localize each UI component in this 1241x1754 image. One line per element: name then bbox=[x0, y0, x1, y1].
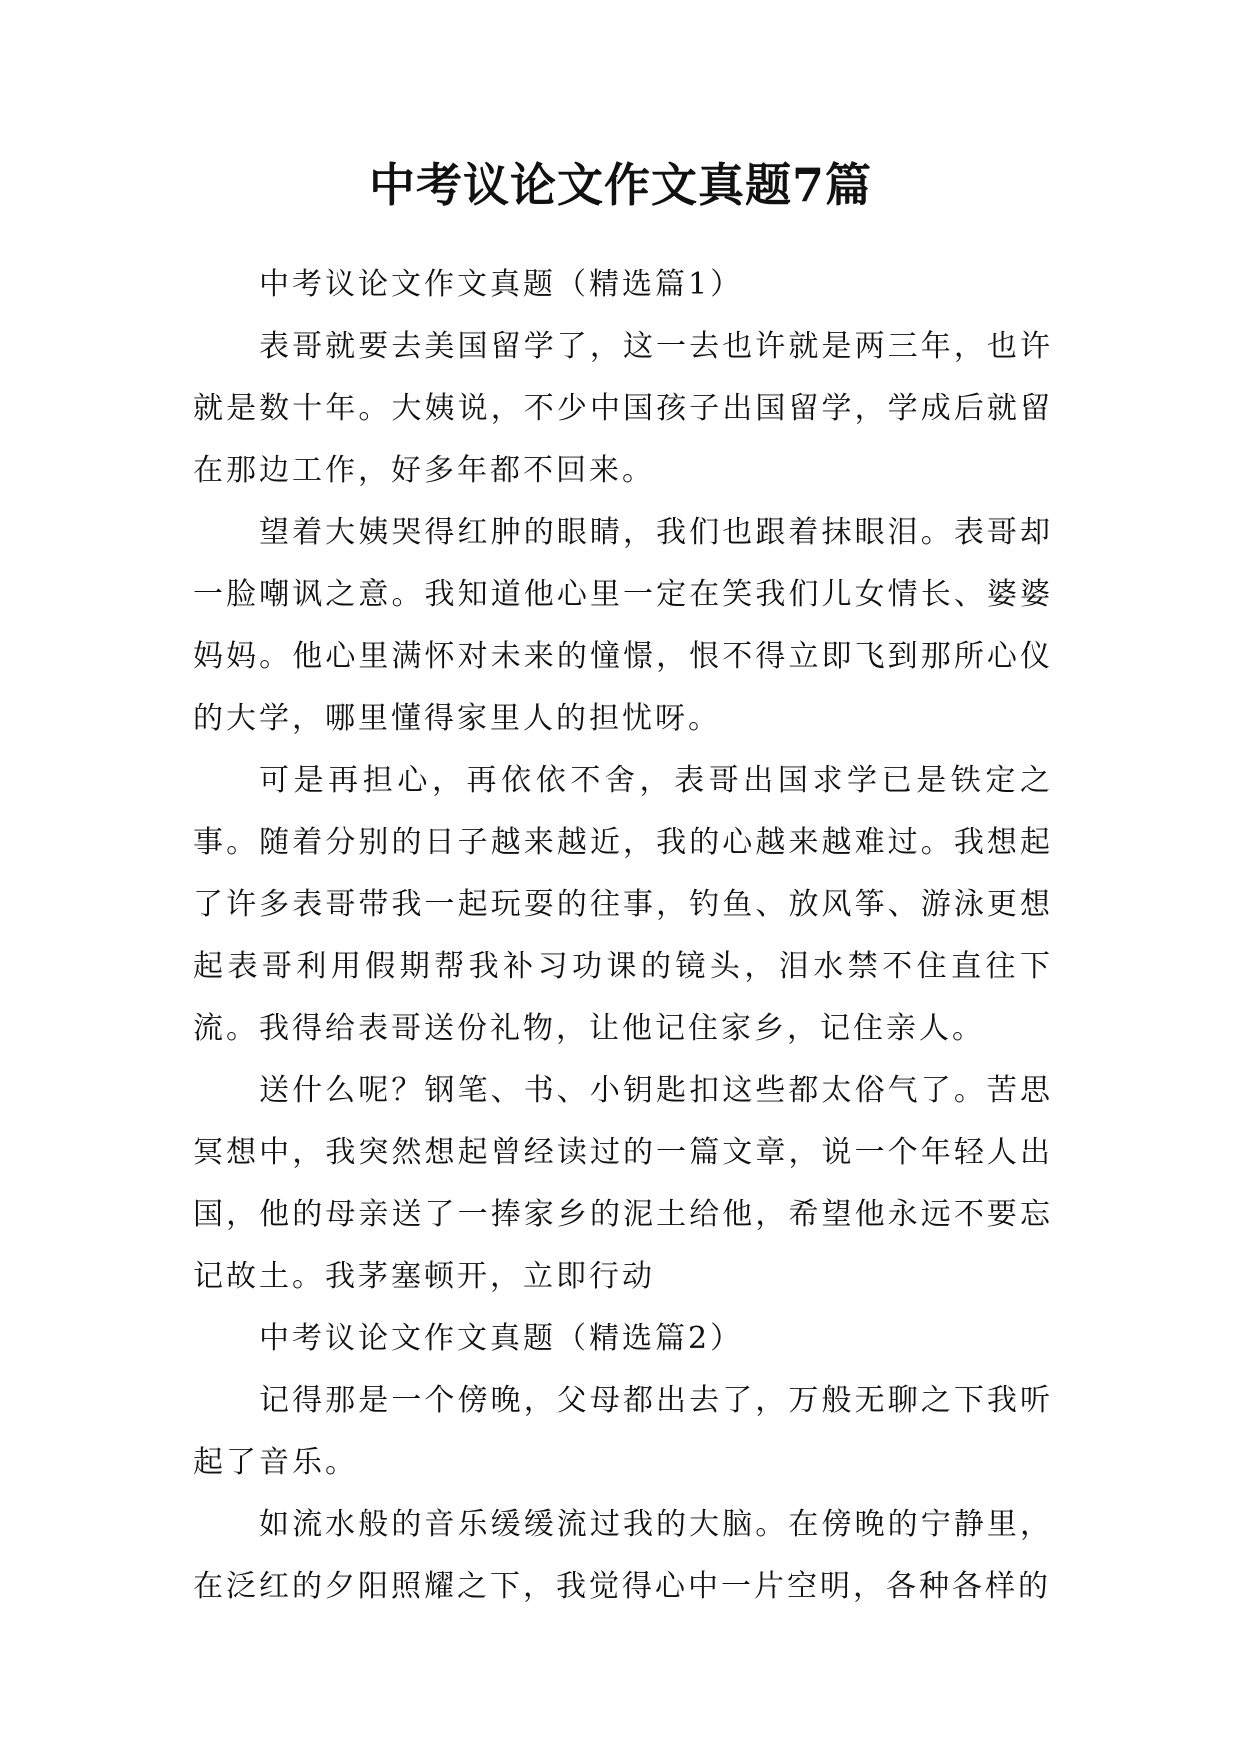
paragraph: 表哥就要去美国留学了，这一去也许就是两三年，也许就是数十年。大姨说，不少中国孩子出国留学，学成后就留在那边工作，好多年都不回来。 bbox=[193, 329, 1053, 488]
document-body bbox=[193, 254, 1053, 1618]
paragraph: 望着大姨哭得红肿的眼睛，我们也跟着抹眼泪。表哥却一脸嘲讽之意。我知道他心里一定在笑我们儿女情长、婆婆妈妈。他心里满怀对未来的憧憬，恨不得立即飞到那所心仪的大学，哪里懂得家里人的担忧呀。 bbox=[193, 515, 1053, 736]
document-title: 中考议论文作文真题7篇 bbox=[368, 158, 872, 212]
paragraph: 记得那是一个傍晚，父母都出去了，万般无聊之下我听起了音乐。 bbox=[193, 1383, 1053, 1480]
section-heading-1: 中考议论文作文真题（精选篇1） bbox=[259, 267, 744, 302]
section-heading-2: 中考议论文作文真题（精选篇2） bbox=[259, 1321, 744, 1356]
paragraph: 如流水般的音乐缓缓流过我的大脑。在傍晚的宁静里，在泛红的夕阳照耀之下，我觉得心中一片空明，各种各样的 bbox=[193, 1507, 1053, 1604]
paragraph: 可是再担心，再依依不舍，表哥出国求学已是铁定之事。随着分别的日子越来越近，我的心越来越难过。我想起了许多表哥带我一起玩耍的往事，钓鱼、放风筝、游泳更想起表哥利用假期帮我补习功课的镜头，泪水禁不住直往下流。我得给表哥送份礼物，让他记住家乡，记住亲人。 bbox=[193, 763, 1053, 1046]
paragraph: 送什么呢？钢笔、书、小钥匙扣这些都太俗气了。苦思冥想中，我突然想起曾经读过的一篇文章，说一个年轻人出国，他的母亲送了一捧家乡的泥土给他，希望他永远不要忘记故土。我茅塞顿开，立即行动 bbox=[193, 1073, 1053, 1294]
